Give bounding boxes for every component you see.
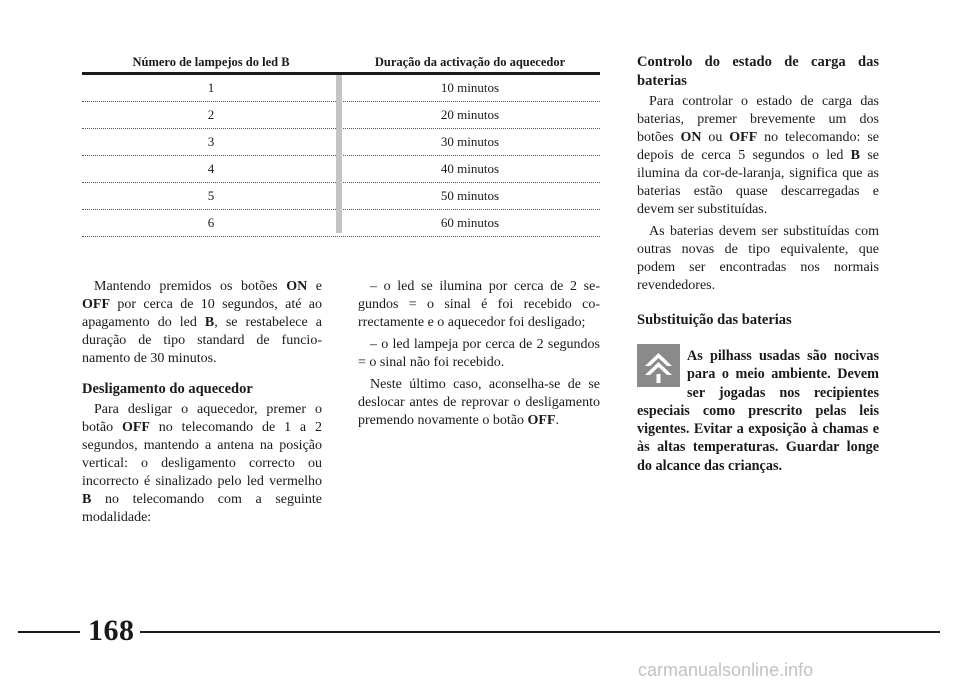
page-number: 168 — [88, 614, 135, 647]
heater-shutdown-heading: Desligamento do aquecedor — [82, 381, 253, 397]
table-header-duration: Duração da activação do aquecedor — [374, 54, 566, 69]
heater-shutdown-paragraph: Para desligar o aquecedor, premer o botão OFF no telecomando de 1 a 2 segundos, mantendo a antena na posição vertical: o desligamento correcto ou incorrecto é sinalizado pelo led vermelho B no telecomando com a seguinte modalidade: — [82, 402, 322, 525]
activation-duration-table — [82, 52, 600, 237]
retry-paragraph: Neste último caso, aconselha-se de se deslocar antes de reprovar o desligamento premendo novamente o botão OFF. — [358, 377, 600, 428]
column-left — [82, 278, 322, 527]
warning-text: As pilhass usadas são nocivas para o meio ambiente. Devem ser jogadas nos recipientes especiais como prescrito pelas leis vigentes. Evitar a exposição à chamas e às altas temperaturas. Guardar longe do alcance das crianças. — [637, 348, 879, 474]
battery-replace-info-paragraph: As baterias devem ser substituídas com outras novas de tipo equivalente, que podem ser encontradas nos normais revendedores. — [637, 224, 879, 293]
flashes-cell: 6 — [207, 215, 215, 230]
icon-spacer — [637, 347, 687, 389]
led-on-paragraph: – o led se ilumina por cerca de 2 segundos = o sinal é foi recebido correctamente e o aquecedor foi desligado; — [358, 279, 600, 330]
battery-check-heading: Controlo do estado de carga das baterias — [637, 54, 879, 89]
warning-block — [637, 347, 879, 475]
table-header-flashes: Número de lampejos do led B — [132, 54, 290, 69]
duration-cell: 30 minutos — [440, 134, 500, 149]
duration-cell: 10 minutos — [440, 80, 500, 95]
duration-cell: 40 minutos — [440, 161, 500, 176]
table-header — [82, 52, 600, 72]
battery-check-paragraph: Para controlar o estado de carga das baterias, premer brevemente um dos botões ON ou OFF no telecomando: se depois de cerca 5 segundos o led B se ilumina da cor-de-laranja, significa que as baterias estão quase descarregadas e devem ser substituídas. — [637, 94, 880, 217]
duration-cell: 20 minutos — [440, 107, 500, 122]
flashes-cell: 2 — [207, 107, 215, 122]
duration-cell: 60 minutos — [440, 215, 500, 230]
flashes-cell: 5 — [207, 188, 215, 203]
table-column-divider — [336, 75, 342, 233]
column-middle — [358, 278, 600, 430]
reset-duration-paragraph: Mantendo premidos os botões ON e OFF por cerca de 10 segundos, até ao apagamento do led B, se restabelece a duração de tipo standard de funcionamento de 30 minutos. — [82, 279, 322, 366]
column-right — [637, 53, 879, 330]
battery-replacement-heading: Substituição das baterias — [637, 312, 792, 328]
footer-rule-left — [18, 631, 80, 633]
watermark: carmanualsonline.info — [638, 660, 814, 680]
flashes-cell: 1 — [207, 80, 215, 95]
footer-rule-right — [140, 631, 940, 633]
flashes-cell: 4 — [207, 161, 215, 176]
led-flash-paragraph: – o led lampeja por cerca de 2 segundos = o sinal não foi recebido. — [358, 337, 600, 370]
flashes-cell: 3 — [207, 134, 215, 149]
duration-cell: 50 minutos — [440, 188, 500, 203]
